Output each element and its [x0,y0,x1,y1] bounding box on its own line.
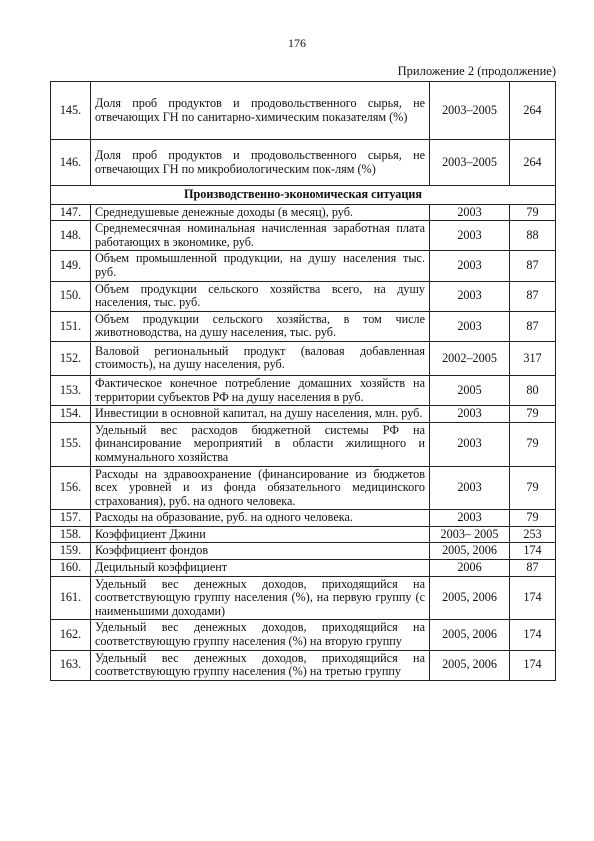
row-description: Удельный вес денежных доходов, приходящийся на соответствующую группу населения (%), на первую группу (с наименьшими доходами) [91,576,430,620]
row-page: 79 [510,510,556,527]
table-row [51,140,556,186]
row-number: 151. [51,311,91,341]
row-number: 163. [51,650,91,680]
row-number: 145. [51,82,91,140]
row-description: Среднемесячная номинальная начисленная заработная плата работающих в экономике, руб. [91,221,430,251]
section-header-row [51,186,556,205]
table-row [51,526,556,543]
row-number: 153. [51,375,91,405]
row-number: 148. [51,221,91,251]
row-page: 87 [510,281,556,311]
row-page: 79 [510,466,556,510]
table-row [51,560,556,577]
section-title: Производственно-экономическая ситуация [51,186,556,205]
row-page: 264 [510,140,556,186]
row-number: 147. [51,204,91,221]
row-number: 156. [51,466,91,510]
row-years: 2003 [430,406,510,423]
table-row [51,650,556,680]
row-description: Среднедушевые денежные доходы (в месяц), руб. [91,204,430,221]
row-page: 79 [510,406,556,423]
row-years: 2003 [430,251,510,281]
row-number: 161. [51,576,91,620]
row-years: 2003 [430,221,510,251]
table-row [51,375,556,405]
row-description: Удельный вес денежных доходов, приходящийся на соответствующую группу населения (%) на третью группу [91,650,430,680]
row-page: 79 [510,422,556,466]
row-years: 2003 [430,204,510,221]
row-description: Коэффициент Джини [91,526,430,543]
row-description: Инвестиции в основной капитал, на душу населения, млн. руб. [91,406,430,423]
row-number: 159. [51,543,91,560]
row-number: 155. [51,422,91,466]
row-number: 146. [51,140,91,186]
row-description: Децильный коэффициент [91,560,430,577]
table-row [51,311,556,341]
row-description: Доля проб продуктов и продовольственного сырья, не отвечающих ГН по санитарно-химическим показателям (%) [91,82,430,140]
row-description: Удельный вес денежных доходов, приходящийся на соответствующую группу населения (%) на вторую группу [91,620,430,650]
row-number: 158. [51,526,91,543]
row-description: Расходы на здравоохранение (финансирование из бюджетов всех уровней и из фонда обязательного медицинского страхования), руб. на одного человека. [91,466,430,510]
row-years: 2005, 2006 [430,620,510,650]
row-page: 79 [510,204,556,221]
row-description: Доля проб продуктов и продовольственного сырья, не отвечающих ГН по микробиологическим пок-лям (%) [91,140,430,186]
row-number: 154. [51,406,91,423]
row-description: Удельный вес расходов бюджетной системы РФ на финансирование мероприятий в области жилищного и коммунального хозяйства [91,422,430,466]
row-page: 174 [510,543,556,560]
row-years: 2005 [430,375,510,405]
row-page: 264 [510,82,556,140]
row-description: Расходы на образование, руб. на одного человека. [91,510,430,527]
row-page: 87 [510,560,556,577]
table-row [51,510,556,527]
row-page: 174 [510,620,556,650]
table-row [51,406,556,423]
row-years: 2005, 2006 [430,576,510,620]
row-page: 174 [510,650,556,680]
table-row [51,466,556,510]
row-number: 152. [51,341,91,375]
row-description: Фактическое конечное потребление домашних хозяйств на территории субъектов РФ на душу населения в руб. [91,375,430,405]
row-page: 317 [510,341,556,375]
row-years: 2003 [430,281,510,311]
table-row [51,204,556,221]
row-page: 174 [510,576,556,620]
row-description: Коэффициент фондов [91,543,430,560]
row-years: 2006 [430,560,510,577]
row-number: 157. [51,510,91,527]
appendix-label: Приложение 2 (продолжение) [397,64,556,78]
row-years: 2003 [430,422,510,466]
row-description: Объем продукции сельского хозяйства, в том числе животноводства, на душу населения, тыс. руб. [91,311,430,341]
table-row [51,281,556,311]
row-description: Объем промышленной продукции, на душу населения тыс. руб. [91,251,430,281]
table-row [51,543,556,560]
row-years: 2003 [430,510,510,527]
row-years: 2002–2005 [430,341,510,375]
row-number: 149. [51,251,91,281]
row-page: 87 [510,251,556,281]
table-row [51,576,556,620]
row-page: 87 [510,311,556,341]
table-row [51,341,556,375]
row-years: 2003–2005 [430,140,510,186]
row-number: 162. [51,620,91,650]
row-description: Валовой региональный продукт (валовая добавленная стоимость), на душу населения, руб. [91,341,430,375]
table-row [51,620,556,650]
row-years: 2005, 2006 [430,543,510,560]
table-row [51,82,556,140]
table-row [51,221,556,251]
row-years: 2003 [430,311,510,341]
row-number: 160. [51,560,91,577]
table-row [51,422,556,466]
row-page: 88 [510,221,556,251]
page-number: 176 [288,36,306,50]
indicator-table [50,81,556,681]
row-page: 253 [510,526,556,543]
row-number: 150. [51,281,91,311]
row-years: 2003–2005 [430,82,510,140]
row-page: 80 [510,375,556,405]
table-row [51,251,556,281]
row-years: 2005, 2006 [430,650,510,680]
row-years: 2003– 2005 [430,526,510,543]
row-years: 2003 [430,466,510,510]
row-description: Объем продукции сельского хозяйства всего, на душу населения, тыс. руб. [91,281,430,311]
